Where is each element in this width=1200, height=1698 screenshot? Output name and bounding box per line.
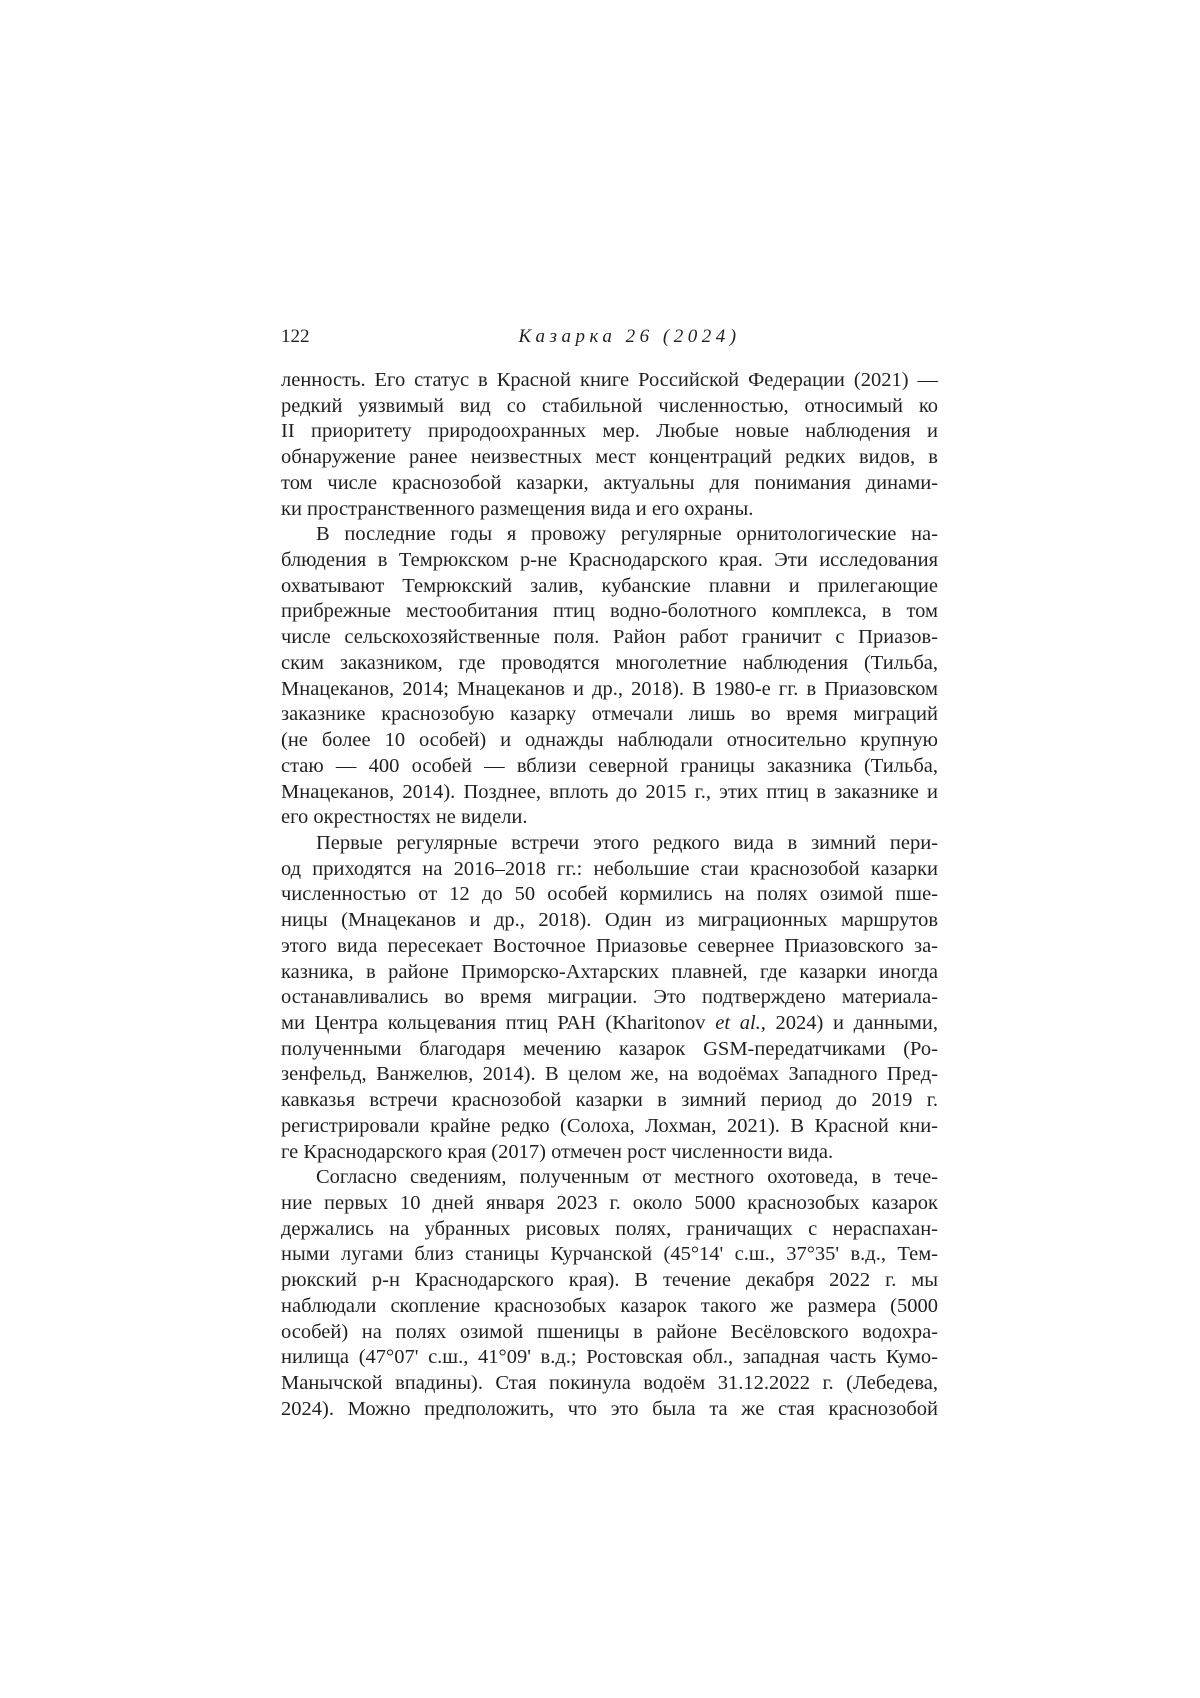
page-number: 122 <box>281 324 310 350</box>
body-text <box>281 368 938 1422</box>
text-line: (не более 10 особей) и однажды наблюдали относительно крупную <box>281 728 938 754</box>
text-line: од приходятся на 2016–2018 гг.: небольшие стаи краснозобой казарки <box>281 857 938 883</box>
text-line: казника, в районе Приморско-Ахтарских плавней, где казарки иногда <box>281 960 938 986</box>
text-line: регистрировали крайне редко (Солоха, Лохман, 2021). В Красной кни- <box>281 1114 938 1140</box>
text-segment: ми Центра кольцевания птиц РАН (Kharitonov <box>281 1012 715 1034</box>
text-line: его окрестностях не видели. <box>281 805 938 831</box>
text-line: охватывают Темрюкский залив, кубанские плавни и прилегающие <box>281 574 938 600</box>
text-line: полученными благодаря мечению казарок GSM-передатчиками (Ро- <box>281 1037 938 1063</box>
running-head <box>281 324 938 350</box>
text-line: рюкский р-н Краснодарского края). В течение декабря 2022 г. мы <box>281 1268 938 1294</box>
text-line: II приоритету природоохранных мер. Любые новые наблюдения и <box>281 419 938 445</box>
text-line: ние первых 10 дней января 2023 г. около 5000 краснозобых казарок <box>281 1191 938 1217</box>
text-line: 2024). Можно предположить, что это была та же стая краснозобой <box>281 1397 938 1423</box>
text-line: Манычской впадины). Стая покинула водоём 31.12.2022 г. (Лебедева, <box>281 1371 938 1397</box>
text-line: Мнацеканов, 2014; Мнацеканов и др., 2018). В 1980-е гг. в Приазовском <box>281 677 938 703</box>
paragraph-first-line: Согласно сведениям, полученным от местного охотоведа, в тече- <box>281 1165 938 1191</box>
text-line: обнаружение ранее неизвестных мест концентраций редких видов, в <box>281 445 938 471</box>
text-line: числе сельскохозяйственные поля. Район работ граничит с Приазов- <box>281 625 938 651</box>
italic-text: et al. <box>715 1012 761 1034</box>
text-line: ским заказником, где проводятся многолетние наблюдения (Тильба, <box>281 651 938 677</box>
text-line: останавливались во время миграции. Это подтверждено материала- <box>281 985 938 1011</box>
text-line: стаю — 400 особей — вблизи северной границы заказника (Тильба, <box>281 754 938 780</box>
text-line: ницы (Мнацеканов и др., 2018). Один из миграционных маршрутов <box>281 908 938 934</box>
text-line: ными лугами близ станицы Курчанской (45°14' с.ш., 37°35' в.д., Тем- <box>281 1242 938 1268</box>
text-line: нилища (47°07' с.ш., 41°09' в.д.; Ростовская обл., западная часть Кумо- <box>281 1345 938 1371</box>
text-line: ки пространственного размещения вида и его охраны. <box>281 497 938 523</box>
text-line: держались на убранных рисовых полях, граничащих с нераспахан- <box>281 1217 938 1243</box>
text-line: этого вида пересекает Восточное Приазовье севернее Приазовского за- <box>281 934 938 960</box>
text-line: редкий уязвимый вид со стабильной численностью, относимый ко <box>281 394 938 420</box>
text-line: блюдения в Темрюкском р-не Краснодарского края. Эти исследования <box>281 548 938 574</box>
text-line-with-italic <box>281 1011 938 1037</box>
paragraph-first-line: В последние годы я провожу регулярные орнитологические на- <box>281 522 938 548</box>
text-line: особей) на полях озимой пшеницы в районе Весёловского водохра- <box>281 1320 938 1346</box>
journal-title: Казарка 26 (2024) <box>281 324 938 350</box>
text-line: заказнике краснозобую казарку отмечали лишь во время миграций <box>281 702 938 728</box>
text-line: прибрежные местообитания птиц водно-болотного комплекса, в том <box>281 599 938 625</box>
text-line: зенфельд, Ванжелюв, 2014). В целом же, на водоёмах Западного Пред- <box>281 1062 938 1088</box>
text-line: том числе краснозобой казарки, актуальны для понимания динами- <box>281 471 938 497</box>
text-line: кавказья встречи краснозобой казарки в зимний период до 2019 г. <box>281 1088 938 1114</box>
text-line: ленность. Его статус в Красной книге Российской Федерации (2021) — <box>281 368 938 394</box>
text-line: наблюдали скопление краснозобых казарок такого же размера (5000 <box>281 1294 938 1320</box>
text-line: численностью от 12 до 50 особей кормились на полях озимой пше- <box>281 882 938 908</box>
text-segment: , 2024) и данными, <box>761 1012 938 1034</box>
text-line: Мнацеканов, 2014). Позднее, вплоть до 2015 г., этих птиц в заказнике и <box>281 780 938 806</box>
paragraph-first-line: Первые регулярные встречи этого редкого вида в зимний пери- <box>281 831 938 857</box>
page <box>0 0 1200 1698</box>
text-line: ге Краснодарского края (2017) отмечен рост численности вида. <box>281 1140 938 1166</box>
